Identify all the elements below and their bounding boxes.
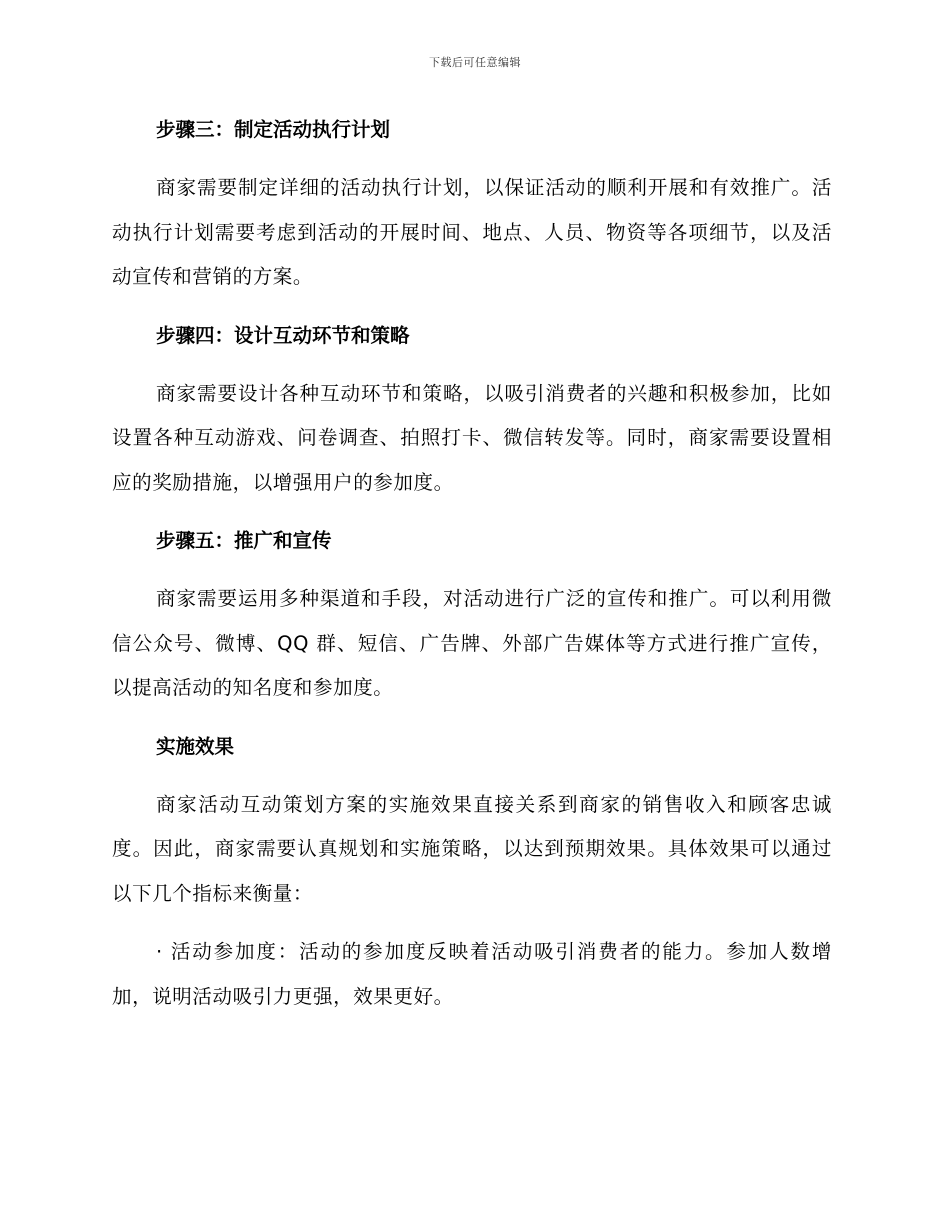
page-header-note: 下载后可任意编辑 [429,56,521,69]
section-paragraph-step-3: 商家需要制定详细的活动执行计划，以保证活动的顺利开展和有效推广。活动执行计划需要考虑到活动的开展时间、地点、人员、物资等各项细节，以及活动宣传和营销的方案。 [112,176,832,288]
section-paragraph-effects: 商家活动互动策划方案的实施效果直接关系到商家的销售收入和顾客忠诚度。因此，商家需要认真规划和实施策略，以达到预期效果。具体效果可以通过以下几个指标来衡量： [112,792,832,905]
section-heading-effects: 实施效果 [156,734,235,758]
document-body [112,108,832,1033]
section-heading-step-3: 步骤三：制定活动执行计划 [156,118,391,141]
bullet-item-participation: · 活动参加度：活动的参加度反映着活动吸引消费者的能力。参加人数增加，说明活动吸引力更强，效果更好。 [112,940,832,1008]
section-paragraph-step-4: 商家需要设计各种互动环节和策略，以吸引消费者的兴趣和积极参加，比如设置各种互动游戏、问卷调查、拍照打卡、微信转发等。同时，商家需要设置相应的奖励措施，以增强用户的参加度。 [112,381,832,494]
section-heading-step-4: 步骤四：设计互动环节和策略 [156,323,410,347]
section-paragraph-step-5: 商家需要运用多种渠道和手段，对活动进行广泛的宣传和推广。可以利用微信公众号、微博、QQ 群、短信、广告牌、外部广告媒体等方式进行推广宣传，以提高活动的知名度和参加度。 [112,587,832,699]
section-heading-step-5: 步骤五：推广和宣传 [156,529,332,552]
